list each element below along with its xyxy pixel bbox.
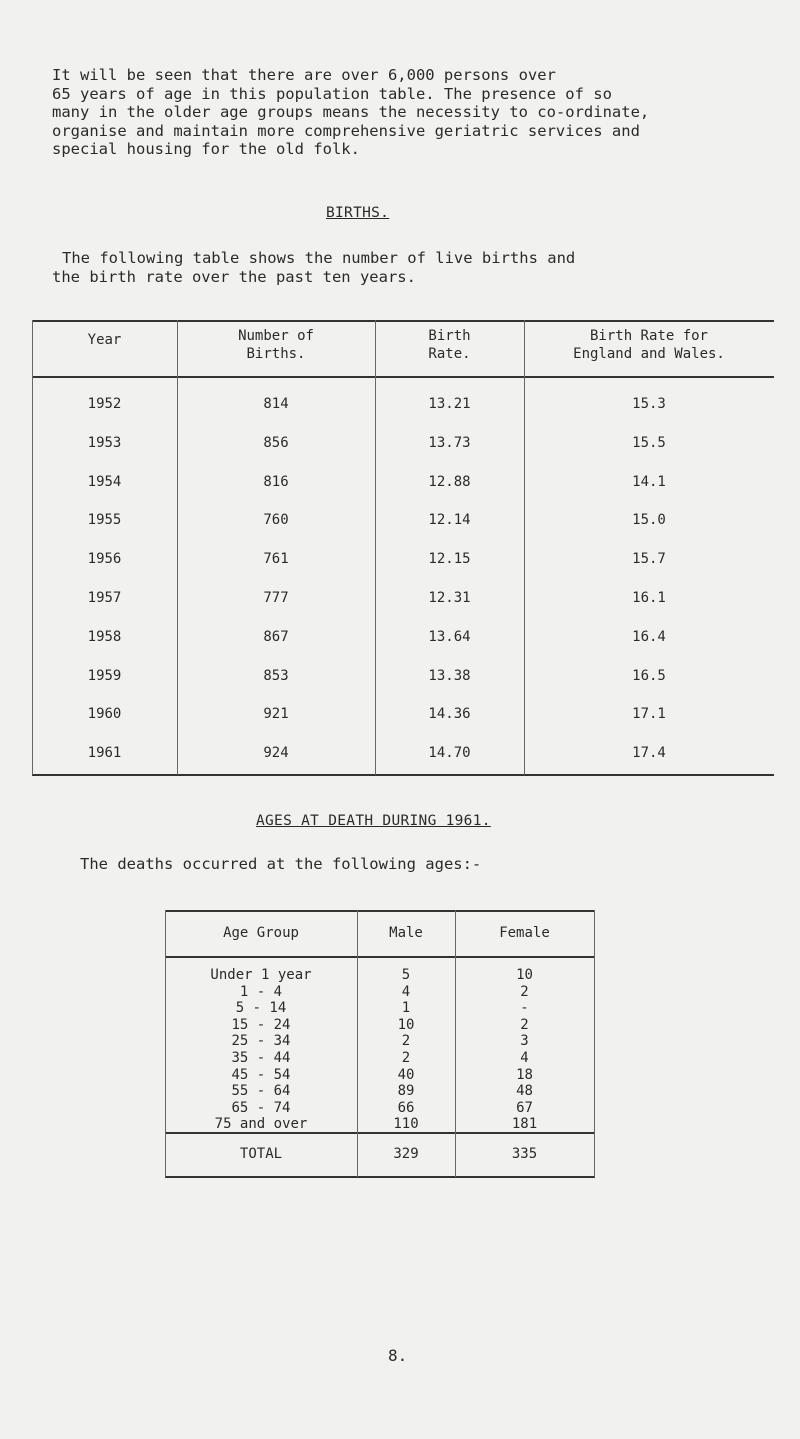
intro-line: many in the older age groups means the necessity to co-ordinate,	[52, 103, 650, 121]
total-male: 329	[393, 1146, 419, 1162]
births-table-cell: 14.70	[428, 745, 471, 762]
deaths-description: The deaths occurred at the following ages:-	[80, 855, 482, 873]
deaths-table-cell: 89	[397, 1083, 415, 1100]
births-table-cell: 1959	[87, 667, 122, 684]
births-table-cell: 1956	[87, 551, 122, 568]
header-ew-birth-rate	[524, 327, 774, 363]
header-birth-rate	[375, 327, 524, 363]
deaths-table-cell: 2	[520, 983, 529, 1000]
header-year: Year	[87, 332, 122, 348]
table-bottom-rule	[165, 1176, 595, 1178]
deaths-table-cell: 18	[516, 1066, 533, 1083]
births-table-cell: 15.5	[632, 434, 666, 451]
births-table-cell: 16.5	[632, 667, 666, 684]
births-table-cell: 777	[263, 590, 289, 606]
deaths-table-cell: 65 - 74	[231, 1099, 291, 1116]
deaths-table-cell: 3	[520, 1033, 529, 1050]
header-number-of-births	[177, 327, 375, 363]
births-table-cell: 814	[263, 396, 289, 412]
deaths-table-cell: 10	[516, 967, 533, 983]
births-table-cell: 760	[263, 512, 289, 529]
births-table-cell: 13.38	[428, 667, 471, 684]
header-age-group: Age Group	[223, 925, 299, 941]
deaths-table-cell: 15 - 24	[231, 1016, 291, 1033]
births-heading: BIRTHS.	[326, 205, 390, 221]
header-line: Births.	[246, 346, 306, 362]
births-table-cell: 12.31	[428, 590, 471, 606]
births-table-cell: 15.3	[632, 396, 666, 412]
births-description	[52, 249, 752, 286]
births-description-line: the birth rate over the past ten years.	[52, 267, 416, 286]
births-table-cell: 13.64	[428, 628, 471, 645]
births-table-cell: 921	[263, 706, 289, 723]
births-table-cell: 1953	[87, 434, 122, 451]
table-header-rule	[165, 956, 595, 958]
deaths-table-cell: 110	[393, 1116, 419, 1133]
table-top-rule	[165, 910, 595, 912]
intro-line: special housing for the old folk.	[52, 140, 360, 158]
births-table-cell: 16.4	[632, 628, 666, 645]
table-column-divider	[594, 910, 595, 1177]
total-label: TOTAL	[239, 1146, 283, 1162]
deaths-table-cell: 4	[401, 983, 411, 1000]
births-table-cell: 856	[263, 434, 289, 451]
births-table-cell: 1960	[87, 706, 122, 723]
deaths-table-cell: 2	[401, 1050, 411, 1066]
births-table-cell: 761	[263, 551, 289, 568]
births-table-cell: 14.1	[632, 473, 666, 490]
header-line: Birth	[428, 328, 471, 344]
intro-line: 65 years of age in this population table. The presence of so	[52, 84, 612, 103]
births-table-cell: 13.21	[428, 396, 471, 412]
deaths-table-cell: 4	[520, 1050, 529, 1066]
births-table-cell: 1957	[87, 590, 122, 606]
deaths-heading: AGES AT DEATH DURING 1961.	[256, 813, 491, 829]
births-table-cell: 1955	[87, 512, 122, 529]
deaths-table-cell: 1	[401, 1000, 411, 1017]
births-table-cell: 14.36	[428, 706, 471, 723]
deaths-table-cell: 25 - 34	[231, 1033, 291, 1050]
deaths-table-cell: 75 and over	[214, 1116, 308, 1133]
deaths-table-cell: 35 - 44	[231, 1050, 291, 1066]
deaths-table-cell: 181	[511, 1116, 538, 1133]
deaths-table-cell: 48	[516, 1083, 533, 1100]
table-header-rule	[32, 376, 774, 378]
deaths-table-cell: -	[520, 1000, 529, 1017]
header-line: Rate.	[428, 346, 471, 362]
deaths-table-cell: 5	[401, 967, 411, 983]
deaths-table-cell: 55 - 64	[231, 1083, 291, 1100]
table-bottom-rule	[32, 774, 774, 776]
header-line: England and Wales.	[573, 346, 725, 362]
deaths-table-cell: 1 - 4	[239, 983, 283, 1000]
deaths-table-cell: 5 - 14	[235, 1000, 287, 1017]
table-top-rule	[32, 320, 774, 322]
deaths-table-cell: 45 - 54	[231, 1066, 291, 1083]
births-table-cell: 12.15	[428, 551, 471, 568]
intro-paragraph	[52, 66, 752, 159]
total-female: 335	[511, 1146, 538, 1162]
births-table-cell: 13.73	[428, 434, 471, 451]
deaths-table-cell: 10	[397, 1016, 415, 1033]
births-table-cell: 924	[263, 745, 289, 762]
births-table-cell: 853	[263, 667, 289, 684]
deaths-table-cell: 2	[520, 1016, 529, 1033]
births-table-cell: 16.1	[632, 590, 666, 606]
header-line: Number of	[238, 328, 314, 344]
header-male: Male	[389, 925, 423, 941]
deaths-table-cell: 67	[516, 1099, 533, 1116]
births-table-cell: 1961	[87, 745, 122, 762]
births-table-cell: 867	[263, 628, 289, 645]
births-table-cell: 17.4	[632, 745, 666, 762]
births-table-cell: 1958	[87, 628, 122, 645]
deaths-table-cell: 40	[397, 1066, 415, 1083]
births-table-cell: 15.0	[632, 512, 666, 529]
header-female: Female	[499, 925, 550, 941]
births-description-line: The following table shows the number of live births and	[62, 249, 576, 267]
deaths-table-cell: Under 1 year	[210, 967, 312, 983]
page-number: 8.	[388, 1346, 408, 1365]
header-line: Birth Rate for	[589, 328, 708, 344]
births-table-cell: 1952	[87, 396, 122, 412]
births-table-cell: 12.88	[428, 473, 471, 490]
births-table-cell: 15.7	[632, 551, 666, 568]
births-table-cell: 1954	[87, 473, 122, 490]
deaths-table-cell: 66	[397, 1099, 415, 1116]
intro-line: It will be seen that there are over 6,000 persons over	[52, 66, 556, 84]
births-table-cell: 816	[263, 473, 289, 490]
births-table-cell: 12.14	[428, 512, 471, 529]
births-table-cell: 17.1	[632, 706, 666, 723]
deaths-table-cell: 2	[401, 1033, 411, 1050]
intro-line: organise and maintain more comprehensive geriatric services and	[52, 121, 640, 140]
